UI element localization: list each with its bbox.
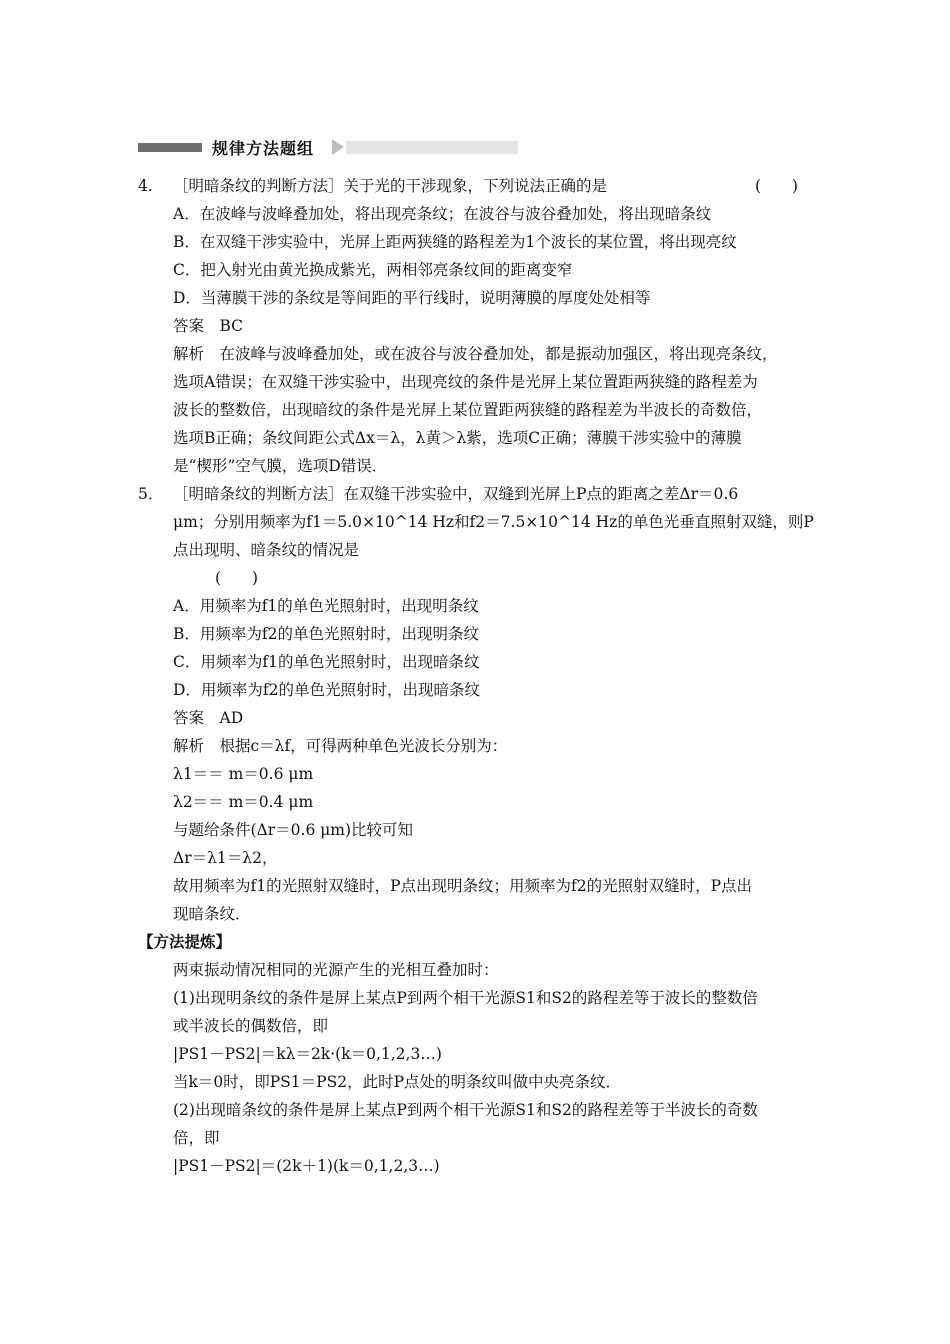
q4-analysis-line: 波长的整数倍，出现暗纹的条件是光屏上某位置距两狭缝的路程差为半波长的奇数倍， (173, 401, 763, 419)
section-title: 规律方法题组 (212, 136, 320, 159)
q5-number: 5． (138, 485, 164, 503)
q5-analysis-line: Δr＝λ1＝λ2， (173, 849, 278, 867)
q5-option-c: C．用频率为f1的单色光照射时，出现暗条纹 (173, 653, 480, 671)
header-bar-light-segment (346, 141, 518, 154)
q5-stem-line: μm；分别用频率为f1＝5.0×10^14 Hz和f2＝7.5×10^14 Hz的单色光垂直照射双缝，则P (173, 513, 814, 531)
q4-option-a: A．在波峰与波峰叠加处，将出现亮条纹；在波谷与波谷叠加处，将出现暗条纹 (173, 205, 712, 223)
method-line: (2)出现暗条纹的条件是屏上某点P到两个相干光源S1和S2的路程差等于半波长的奇数 (173, 1101, 758, 1119)
q5-analysis-line: λ2＝＝ m＝0.4 μm (173, 793, 314, 811)
q5-analysis-line: 现暗条纹． (173, 905, 251, 923)
q4-option-b: B．在双缝干涉实验中，光屏上距两狭缝的路程差为1个波长的某位置，将出现亮纹 (173, 233, 737, 251)
q4-analysis-line: 解析 在波峰与波峰叠加处，或在波谷与波谷叠加处，都是振动加强区，将出现亮条纹， (173, 345, 778, 363)
method-line: 当k＝0时，即PS1＝PS2，此时P点处的明条纹叫做中央亮条纹． (173, 1073, 622, 1091)
q5-stem-line: ［明暗条纹的判断方法］在双缝干涉实验中，双缝到光屏上P点的距离之差Δr＝0.6 (173, 485, 739, 503)
method-line: (1)出现明条纹的条件是屏上某点P到两个相干光源S1和S2的路程差等于波长的整数倍 (173, 989, 758, 1007)
q4-analysis-line: 选项B正确；条纹间距公式Δx＝λ，λ黄＞λ紫，选项C正确；薄膜干涉实验中的薄膜 (173, 429, 742, 447)
q5-analysis-line: 解析 根据c＝λf，可得两种单色光波长分别为： (173, 737, 508, 755)
q5-analysis-line: 与题给条件(Δr＝0.6 μm)比较可知 (173, 821, 414, 839)
q4-stem: ［明暗条纹的判断方法］关于光的干涉现象，下列说法正确的是 (173, 177, 608, 195)
q5-option-a: A．用频率为f1的单色光照射时，出现明条纹 (173, 597, 479, 615)
q5-stem-line: 点出现明、暗条纹的情况是 (173, 541, 360, 559)
q5-answer-paren: ( ) (215, 569, 259, 587)
q4-analysis-line: 选项A错误；在双缝干涉实验中，出现亮纹的条件是光屏上某位置距两狭缝的路程差为 (173, 373, 758, 391)
q5-answer: 答案 AD (173, 709, 244, 727)
q4-answer: 答案 BC (173, 317, 244, 335)
section-header-bar (138, 139, 518, 156)
method-line: |PS1－PS2|＝kλ＝2k·(k＝0,1,2,3…) (173, 1045, 442, 1063)
q4-number: 4. (138, 177, 153, 195)
method-line: 或半波长的偶数倍，即 (173, 1017, 329, 1035)
q4-answer-paren: ( ) (755, 177, 799, 195)
q5-analysis-line: 故用频率为f1的光照射双缝时，P点出现明条纹；用频率为f2的光照射双缝时，P点出 (173, 877, 753, 895)
q5-option-b: B．用频率为f2的单色光照射时，出现明条纹 (173, 625, 479, 643)
q4-option-c: C．把入射光由黄光换成紫光，两相邻亮条纹间的距离变窄 (173, 261, 573, 279)
q4-analysis-line: 是“楔形”空气膜，选项D错误． (173, 457, 388, 475)
q5-option-d: D．用频率为f2的单色光照射时，出现暗条纹 (173, 681, 481, 699)
method-line: 两束振动情况相同的光源产生的光相互叠加时： (173, 961, 499, 979)
q4-option-d: D．当薄膜干涉的条纹是等间距的平行线时，说明薄膜的厚度处处相等 (173, 289, 651, 307)
method-line: 倍，即 (173, 1129, 220, 1147)
method-heading: 【方法提炼】 (138, 933, 232, 951)
header-arrow-icon (332, 139, 344, 155)
q5-analysis-line: λ1＝＝ m＝0.6 μm (173, 765, 314, 783)
header-bar-dark-segment (138, 143, 202, 152)
method-line: |PS1－PS2|＝(2k＋1)(k＝0,1,2,3…) (173, 1157, 440, 1175)
